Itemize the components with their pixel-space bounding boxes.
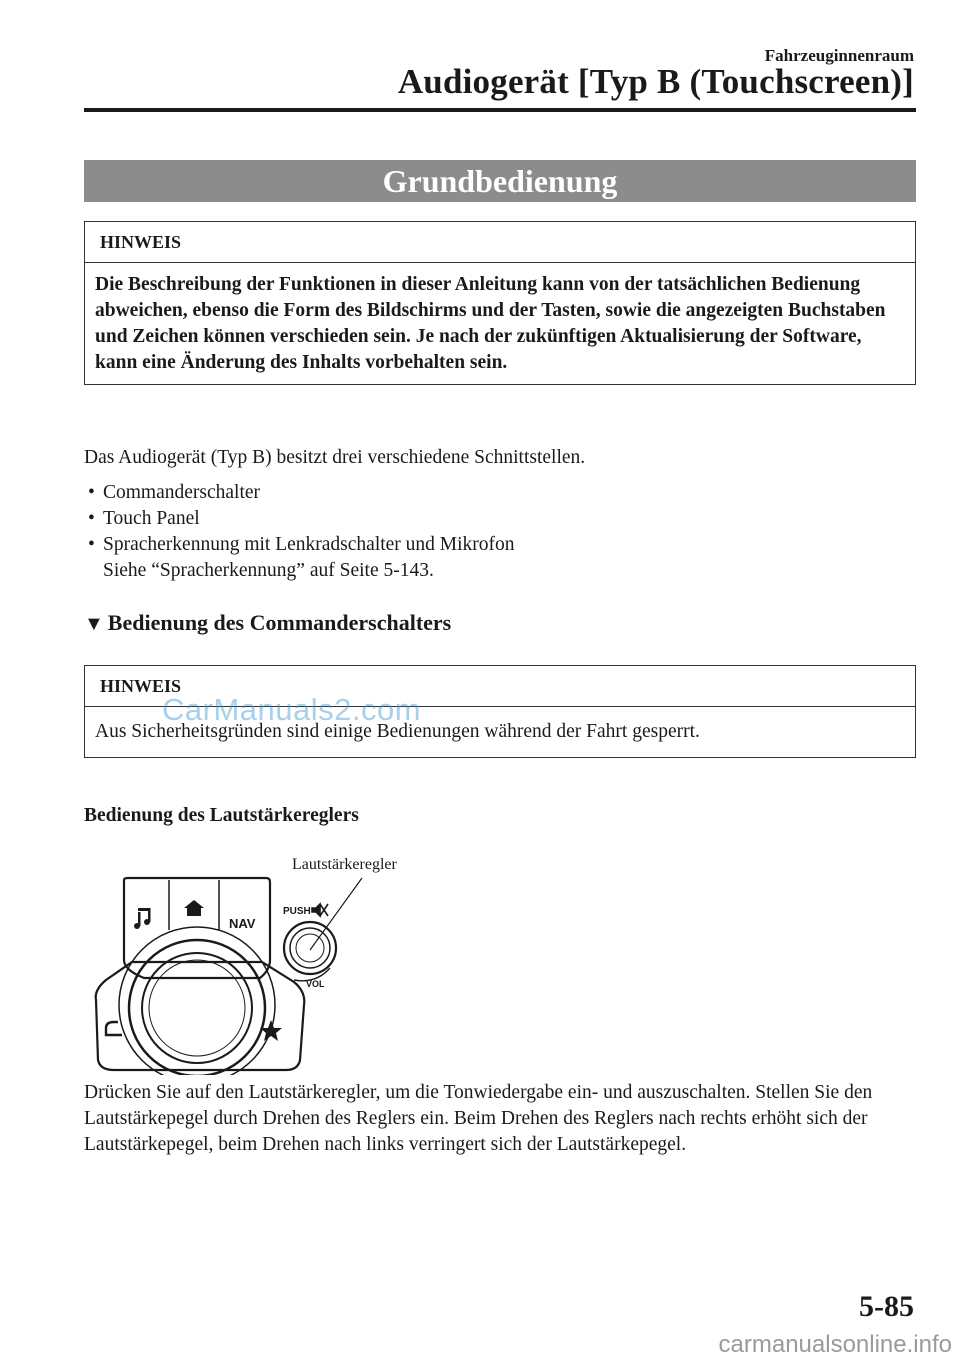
list-item-text: Touch Panel: [103, 508, 200, 529]
commander-switch-illustration: [84, 850, 444, 1075]
note-text: Die Beschreibung der Funktionen in dieser Anleitung kann von der tatsächlichen Bedienung abweichen, ebenso die Form des Bildschirms und der Tasten, sowie die angezeigten Buchstaben und Zeichen können verschieden sein. Je nach der zukünftigen Aktualisierung der Software, kann eine Änderung des Inhalts vorbehalten sein.: [95, 274, 886, 373]
commander-knob: [142, 953, 252, 1063]
subsection-title: Bedienung des Commanderschalters: [107, 610, 452, 635]
intro-paragraph: Das Audiogerät (Typ B) besitzt drei verschiedene Schnittstellen.: [84, 447, 586, 468]
footer-watermark: carmanualsonline.info: [718, 1331, 952, 1358]
vol-label: VOL: [306, 979, 325, 989]
note-box: [84, 221, 916, 385]
watermark: CarManuals2.com: [162, 692, 422, 727]
list-item: • Commanderschalter: [88, 482, 261, 503]
triangle-marker-icon: ▼: [84, 613, 104, 635]
list-item-text: Spracherkennung mit Lenkradschalter und Mikrofon: [103, 534, 515, 555]
section-title: Fahrzeuginnenraum: [764, 46, 914, 65]
cross-reference: Siehe “Spracherkennung” auf Seite 5-143.: [103, 560, 434, 581]
note-label: HINWEIS: [85, 222, 915, 263]
music-icon: [134, 908, 151, 929]
push-label: PUSH: [283, 906, 311, 917]
volume-knob-outer: [284, 922, 336, 974]
list-item: • Touch Panel: [88, 508, 200, 529]
list-item: • Spracherkennung mit Lenkradschalter und Mikrofon Siehe “Spracherkennung” auf Seite 5-143.: [86, 532, 515, 584]
nav-label: NAV: [229, 916, 256, 931]
volume-heading: Bedienung des Lautstärkereglers: [84, 805, 359, 826]
page-number: 5-85: [859, 1290, 914, 1323]
chapter-title: Audiogerät [Typ B (Touchscreen)]: [397, 62, 914, 101]
list-item-text: Commanderschalter: [103, 482, 261, 503]
mute-icon: [312, 904, 328, 916]
interface-list: [86, 480, 515, 584]
back-icon: [106, 1022, 122, 1035]
note-text: Aus Sicherheitsgründen sind einige Bedienungen während der Fahrt gesperrt.: [95, 721, 700, 742]
subsection-heading: [84, 610, 451, 636]
home-icon: [184, 900, 204, 916]
header-rule: [84, 108, 916, 112]
section-banner: Grundbedienung: [84, 160, 916, 202]
figure-callout: Lautstärkeregler: [292, 856, 397, 873]
volume-description: Drücken Sie auf den Lautstärkeregler, um die Tonwiedergabe ein- und auszuschalten. Stellen Sie den Lautstärkepegel durch Drehen des Reglers ein. Beim Drehen des Reglers nach rechts erhöht sich der Lautstärkepegel, beim Drehen nach links verringert sich der Lautstärkepegel.: [84, 1082, 873, 1155]
note-label: HINWEIS: [85, 666, 915, 707]
